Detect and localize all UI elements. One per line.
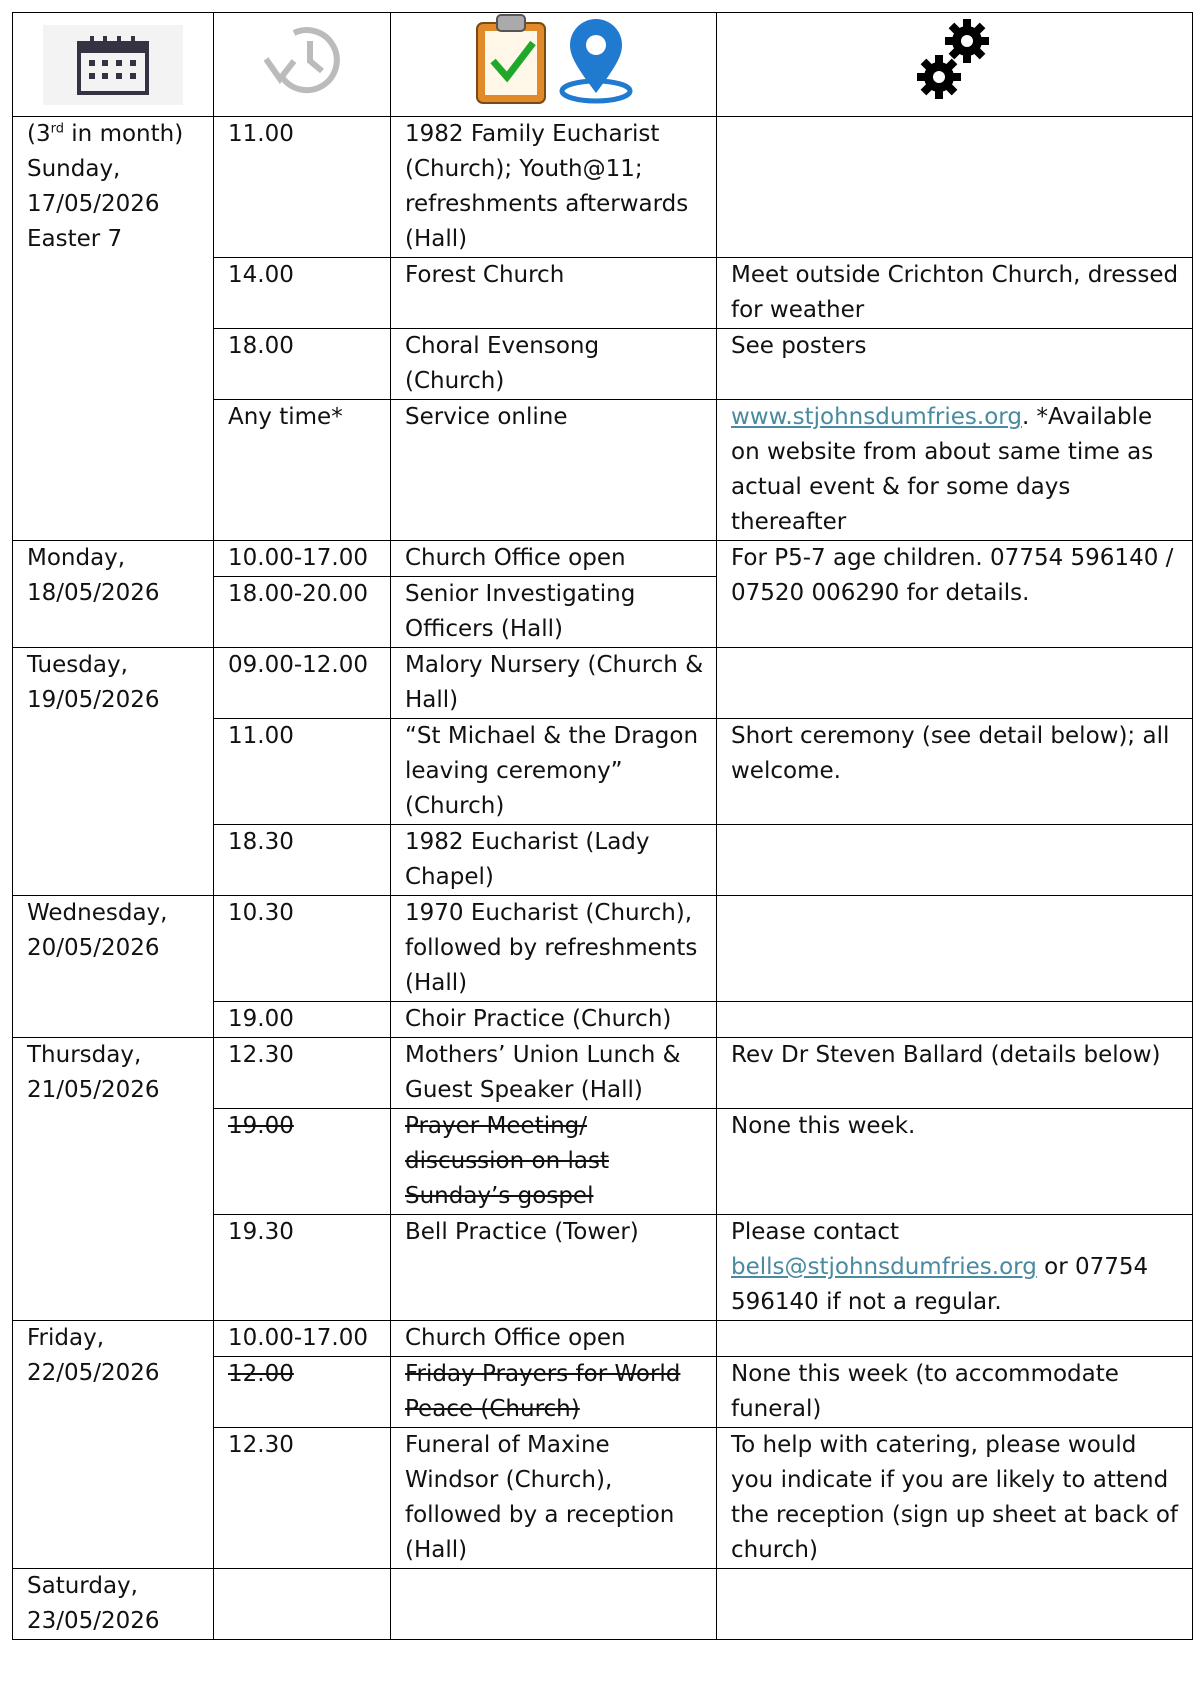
time-cell: 14.00 <box>214 258 391 329</box>
day-label-line: 22/05/2026 <box>27 1360 160 1386</box>
event-cell: Church Office open <box>391 541 717 577</box>
clipboard-check-icon <box>473 13 551 116</box>
notes-cell: www.stjohnsdumfries.org. *Available on website from about same time as actual event & for some days thereafter <box>717 400 1193 541</box>
time-cell: 19.00 <box>214 1109 391 1215</box>
notes-cell: None this week. <box>717 1109 1193 1215</box>
day-label-line: Friday, <box>27 1325 105 1351</box>
notes-cell <box>717 1002 1193 1038</box>
day-label-line: Wednesday, <box>27 900 168 926</box>
notes-cell: Rev Dr Steven Ballard (details below) <box>717 1038 1193 1109</box>
day-cell <box>13 541 214 648</box>
header-row <box>13 13 1193 117</box>
day-label-line: 23/05/2026 <box>27 1608 160 1634</box>
schedule-row <box>13 648 1193 719</box>
schedule-row <box>13 1038 1193 1109</box>
time-cell: 09.00-12.00 <box>214 648 391 719</box>
notes-cell <box>717 1321 1193 1357</box>
day-cell <box>13 1321 214 1569</box>
event-cell: Prayer Meeting/ discussion on last Sunday’s gospel <box>391 1109 717 1215</box>
time-cell <box>214 1569 391 1640</box>
event-cell: 1970 Eucharist (Church), followed by refreshments (Hall) <box>391 896 717 1002</box>
notes-link[interactable]: bells@stjohnsdumfries.org <box>731 1254 1037 1280</box>
schedule-row <box>13 896 1193 1002</box>
day-label-line: Sunday, <box>27 156 121 182</box>
notes-link[interactable]: www.stjohnsdumfries.org <box>731 404 1022 430</box>
day-cell <box>13 117 214 541</box>
day-cell <box>13 1569 214 1640</box>
event-cell: 1982 Eucharist (Lady Chapel) <box>391 825 717 896</box>
event-cell: Friday Prayers for World Peace (Church) <box>391 1357 717 1428</box>
header-date-cell <box>13 13 214 117</box>
time-cell: 10.00-17.00 <box>214 1321 391 1357</box>
notes-cell: Short ceremony (see detail below); all welcome. <box>717 719 1193 825</box>
notes-cell: To help with catering, please would you indicate if you are likely to attend the reception (sign up sheet at back of church) <box>717 1428 1193 1569</box>
calendar-icon <box>43 25 183 105</box>
notes-cell: Please contact bells@stjohnsdumfries.org or 07754 596140 if not a regular. <box>717 1215 1193 1321</box>
event-cell: Malory Nursery (Church & Hall) <box>391 648 717 719</box>
event-cell: “St Michael & the Dragon leaving ceremony” (Church) <box>391 719 717 825</box>
time-cell: 11.00 <box>214 117 391 258</box>
event-cell: Choral Evensong (Church) <box>391 329 717 400</box>
event-cell: Funeral of Maxine Windsor (Church), followed by a reception (Hall) <box>391 1428 717 1569</box>
schedule-row <box>13 1569 1193 1640</box>
day-label-line: 17/05/2026 <box>27 191 160 217</box>
day-cell <box>13 896 214 1038</box>
notes-cell <box>717 825 1193 896</box>
notes-cell: See posters <box>717 329 1193 400</box>
day-label-line: 19/05/2026 <box>27 687 160 713</box>
schedule-row <box>13 1321 1193 1357</box>
notes-cell <box>717 648 1193 719</box>
day-label-line: Saturday, <box>27 1573 138 1599</box>
time-cell: 19.00 <box>214 1002 391 1038</box>
time-cell: 12.00 <box>214 1357 391 1428</box>
header-event-cell <box>391 13 717 117</box>
notes-cell: None this week (to accommodate funeral) <box>717 1357 1193 1428</box>
time-cell: 10.00-17.00 <box>214 541 391 577</box>
day-cell <box>13 648 214 896</box>
time-cell: 19.30 <box>214 1215 391 1321</box>
location-pin-icon <box>558 13 634 116</box>
time-cell: 10.30 <box>214 896 391 1002</box>
day-label-line: Monday, <box>27 545 126 571</box>
day-label-line: 21/05/2026 <box>27 1077 160 1103</box>
time-cell: 18.30 <box>214 825 391 896</box>
weekly-schedule-table <box>12 12 1193 1640</box>
event-cell: Senior Investigating Officers (Hall) <box>391 577 717 648</box>
notes-cell <box>717 896 1193 1002</box>
event-cell: Choir Practice (Church) <box>391 1002 717 1038</box>
clock-history-icon <box>254 19 350 110</box>
schedule-row <box>13 541 1193 577</box>
day-label-line: 18/05/2026 <box>27 580 160 606</box>
time-cell: 18.00 <box>214 329 391 400</box>
event-cell <box>391 1569 717 1640</box>
event-cell: Forest Church <box>391 258 717 329</box>
day-label-line: Easter 7 <box>27 226 123 252</box>
schedule-row <box>13 117 1193 258</box>
day-note: (3rd in month) <box>27 121 184 147</box>
event-cell: Mothers’ Union Lunch & Guest Speaker (Hall) <box>391 1038 717 1109</box>
event-cell: Bell Practice (Tower) <box>391 1215 717 1321</box>
notes-cell <box>717 117 1193 258</box>
header-notes-cell <box>717 13 1193 117</box>
time-cell: 12.30 <box>214 1038 391 1109</box>
day-label-line: 20/05/2026 <box>27 935 160 961</box>
day-cell <box>13 1038 214 1321</box>
day-label-line: Thursday, <box>27 1042 142 1068</box>
event-cell: Service online <box>391 400 717 541</box>
notes-cell: Meet outside Crichton Church, dressed for weather <box>717 258 1193 329</box>
day-label-line: Tuesday, <box>27 652 128 678</box>
notes-cell: For P5-7 age children. 07754 596140 / 07520 006290 for details. <box>717 541 1193 648</box>
gears-icon <box>915 17 995 112</box>
time-cell: 18.00-20.00 <box>214 577 391 648</box>
event-cell: Church Office open <box>391 1321 717 1357</box>
header-time-cell <box>214 13 391 117</box>
notes-cell <box>717 1569 1193 1640</box>
event-cell: 1982 Family Eucharist (Church); Youth@11; refreshments afterwards (Hall) <box>391 117 717 258</box>
time-cell: 11.00 <box>214 719 391 825</box>
time-cell: Any time* <box>214 400 391 541</box>
time-cell: 12.30 <box>214 1428 391 1569</box>
